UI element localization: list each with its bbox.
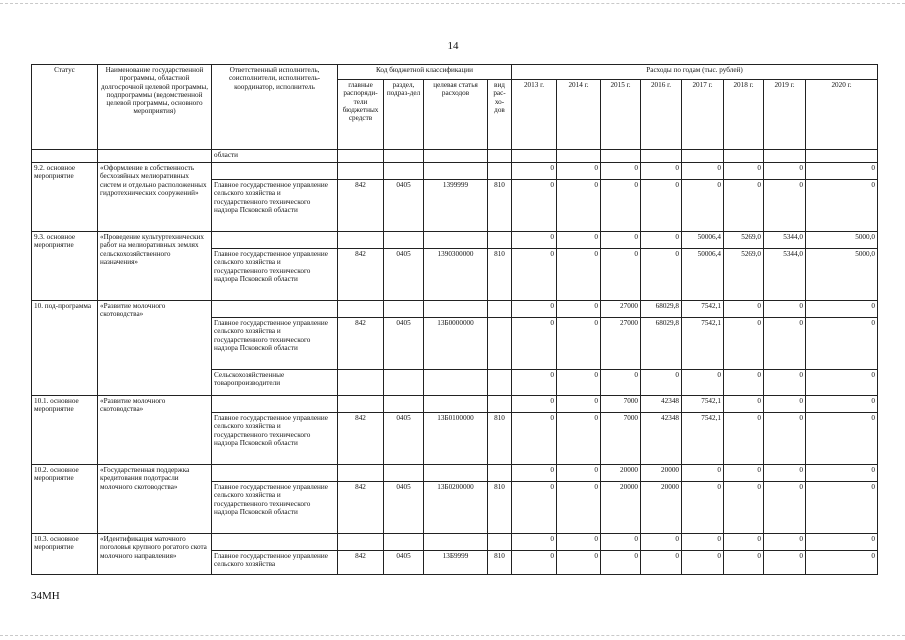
value-cell: 20000 xyxy=(641,482,682,534)
value-cell: 0 xyxy=(682,534,724,551)
target-cell: 1399999 xyxy=(424,180,488,232)
value-cell: 0 xyxy=(512,396,557,413)
grbs-cell: 842 xyxy=(338,180,384,232)
header-executor: Ответственный исполнитель, соисполнители, исполнитель-координатор, исполнитель xyxy=(212,65,338,150)
value-cell: 0 xyxy=(512,180,557,232)
value-cell: 7542,1 xyxy=(682,413,724,465)
section-cell: 0405 xyxy=(384,180,424,232)
grbs-cell: 842 xyxy=(338,318,384,370)
budget-table xyxy=(31,64,878,575)
name-cell: «Проведение культуртехнических работ на мелиоративных землях сельскохозяйственного назначения» xyxy=(98,232,212,301)
value-cell: 0 xyxy=(557,370,601,396)
value-cell: 0 xyxy=(601,551,641,575)
value-cell: 0 xyxy=(682,180,724,232)
value-cell: 0 xyxy=(764,396,806,413)
value-cell: 0 xyxy=(764,534,806,551)
value-cell: 7542,1 xyxy=(682,318,724,370)
value-cell: 7542,1 xyxy=(682,301,724,318)
section-cell: 0405 xyxy=(384,482,424,534)
status-cell: 9.3. основное мероприятие xyxy=(32,232,98,301)
value-cell: 0 xyxy=(724,396,764,413)
value-cell: 0 xyxy=(641,180,682,232)
section-cell: 0405 xyxy=(384,413,424,465)
value-cell: 0 xyxy=(806,482,878,534)
value-cell: 0 xyxy=(724,301,764,318)
grbs-cell: 842 xyxy=(338,551,384,575)
grbs-cell: 842 xyxy=(338,482,384,534)
value-cell: 0 xyxy=(724,163,764,180)
table-row xyxy=(32,465,878,482)
header-grbs: главные распоряди-тели бюджетных средств xyxy=(338,80,384,150)
value-cell: 0 xyxy=(512,413,557,465)
value-cell: 5000,0 xyxy=(806,232,878,249)
value-cell: 0 xyxy=(764,370,806,396)
value-cell: 0 xyxy=(682,465,724,482)
value-cell: 0 xyxy=(724,551,764,575)
table-row xyxy=(32,163,878,180)
footer-code: 34МН xyxy=(31,590,60,602)
value-cell: 0 xyxy=(641,163,682,180)
header-year: 2015 г. xyxy=(601,80,641,150)
grbs-cell: 842 xyxy=(338,249,384,301)
value-cell: 20000 xyxy=(641,465,682,482)
name-cell: «Оформление в собственность бесхозяйных мелиоративных систем и отдельно расположенных гидротехнических сооружений» xyxy=(98,163,212,232)
value-cell: 20000 xyxy=(601,465,641,482)
value-cell: 0 xyxy=(764,318,806,370)
value-cell: 68029,8 xyxy=(641,318,682,370)
status-cell: 10.3. основное мероприятие xyxy=(32,534,98,575)
value-cell: 27000 xyxy=(601,318,641,370)
value-cell: 0 xyxy=(512,465,557,482)
value-cell: 0 xyxy=(601,534,641,551)
kind-cell: 810 xyxy=(488,482,512,534)
value-cell: 0 xyxy=(557,551,601,575)
table-row xyxy=(32,232,878,249)
value-cell: 0 xyxy=(806,163,878,180)
section-cell: 0405 xyxy=(384,551,424,575)
value-cell: 0 xyxy=(806,396,878,413)
value-cell: 0 xyxy=(682,551,724,575)
value-cell: 0 xyxy=(601,180,641,232)
header-target: целевая статья расходов xyxy=(424,80,488,150)
value-cell: 0 xyxy=(682,370,724,396)
scan-edge-top xyxy=(0,3,905,4)
value-cell: 0 xyxy=(724,318,764,370)
value-cell: 0 xyxy=(641,370,682,396)
value-cell: 27000 xyxy=(601,301,641,318)
value-cell: 0 xyxy=(806,413,878,465)
status-cell: 10.2. основное мероприятие xyxy=(32,465,98,534)
value-cell: 7542,1 xyxy=(682,396,724,413)
value-cell: 0 xyxy=(557,301,601,318)
value-cell: 0 xyxy=(806,551,878,575)
value-cell: 0 xyxy=(557,465,601,482)
executor-cell: Главное государственное управление сельского хозяйства xyxy=(212,551,338,575)
executor-cell: Главное государственное управление сельского хозяйства и государственного технического надзора Псковской области xyxy=(212,482,338,534)
kind-cell: 810 xyxy=(488,249,512,301)
value-cell: 0 xyxy=(764,551,806,575)
value-cell: 0 xyxy=(512,232,557,249)
target-cell: 13Б0200000 xyxy=(424,482,488,534)
value-cell: 0 xyxy=(512,163,557,180)
status-cell: 10. под-программа xyxy=(32,301,98,396)
section-cell: 0405 xyxy=(384,249,424,301)
name-cell: «Развитие молочного скотоводства» xyxy=(98,301,212,396)
kind-cell xyxy=(488,318,512,370)
value-cell: 0 xyxy=(557,180,601,232)
value-cell: 0 xyxy=(806,301,878,318)
value-cell: 0 xyxy=(601,163,641,180)
value-cell: 0 xyxy=(764,163,806,180)
value-cell: 0 xyxy=(806,370,878,396)
executor-cell: Главное государственное управление сельского хозяйства и государственного технического надзора Псковской области xyxy=(212,249,338,301)
value-cell: 0 xyxy=(512,551,557,575)
grbs-cell: 842 xyxy=(338,413,384,465)
value-cell: 0 xyxy=(682,163,724,180)
header-year: 2014 г. xyxy=(557,80,601,150)
value-cell: 0 xyxy=(512,249,557,301)
value-cell: 0 xyxy=(724,180,764,232)
header-kind: вид рас-хо-дов xyxy=(488,80,512,150)
header-year: 2020 г. xyxy=(806,80,878,150)
value-cell: 0 xyxy=(764,413,806,465)
header-year: 2018 г. xyxy=(724,80,764,150)
table-row xyxy=(32,150,878,163)
table-row xyxy=(32,301,878,318)
value-cell: 0 xyxy=(557,249,601,301)
value-cell: 5344,0 xyxy=(764,232,806,249)
value-cell: 0 xyxy=(806,318,878,370)
target-cell: 13Б9999 xyxy=(424,551,488,575)
executor-cell: Главное государственное управление сельского хозяйства и государственного технического надзора Псковской области xyxy=(212,413,338,465)
target-cell: 13Б0100000 xyxy=(424,413,488,465)
value-cell: 0 xyxy=(724,534,764,551)
value-cell: 0 xyxy=(682,482,724,534)
header-budget-code: Код бюджетной классификации xyxy=(338,65,512,80)
header-year: 2019 г. xyxy=(764,80,806,150)
value-cell: 0 xyxy=(601,232,641,249)
header-section: раздел, подраз-дел xyxy=(384,80,424,150)
value-cell: 5269,0 xyxy=(724,249,764,301)
value-cell: 0 xyxy=(512,301,557,318)
kind-cell: 810 xyxy=(488,413,512,465)
value-cell: 0 xyxy=(512,482,557,534)
value-cell: 0 xyxy=(512,534,557,551)
header-year: 2017 г. xyxy=(682,80,724,150)
executor-cell: Главное государственное управление сельского хозяйства и государственного технического надзора Псковской области xyxy=(212,318,338,370)
value-cell: 0 xyxy=(557,482,601,534)
value-cell: 0 xyxy=(557,396,601,413)
header-status: Статус xyxy=(32,65,98,150)
value-cell: 7000 xyxy=(601,413,641,465)
executor-cell: области xyxy=(212,150,338,163)
value-cell: 0 xyxy=(512,318,557,370)
value-cell: 0 xyxy=(512,370,557,396)
value-cell: 0 xyxy=(724,465,764,482)
header-expenses: Расходы по годам (тыс. рублей) xyxy=(512,65,878,80)
value-cell: 0 xyxy=(764,465,806,482)
value-cell: 0 xyxy=(806,534,878,551)
table-row xyxy=(32,534,878,551)
name-cell: «Государственная поддержка кредитования подотрасли молочного скотоводства» xyxy=(98,465,212,534)
value-cell: 0 xyxy=(764,482,806,534)
value-cell: 0 xyxy=(641,232,682,249)
value-cell: 5269,0 xyxy=(724,232,764,249)
value-cell: 0 xyxy=(641,534,682,551)
header-row-1 xyxy=(32,65,878,80)
value-cell: 0 xyxy=(806,180,878,232)
page-number: 14 xyxy=(447,40,459,52)
status-cell: 10.1. основное мероприятие xyxy=(32,396,98,465)
value-cell: 0 xyxy=(601,249,641,301)
value-cell: 0 xyxy=(764,180,806,232)
section-cell: 0405 xyxy=(384,318,424,370)
kind-cell: 810 xyxy=(488,180,512,232)
name-cell: «Идентификация маточного поголовья крупного рогатого скота молочного направления» xyxy=(98,534,212,575)
value-cell: 0 xyxy=(641,249,682,301)
value-cell: 0 xyxy=(601,370,641,396)
kind-cell: 810 xyxy=(488,551,512,575)
value-cell: 0 xyxy=(557,163,601,180)
value-cell: 0 xyxy=(806,465,878,482)
status-cell: 9.2. основное мероприятие xyxy=(32,163,98,232)
value-cell: 0 xyxy=(641,551,682,575)
value-cell: 0 xyxy=(724,370,764,396)
value-cell: 42348 xyxy=(641,413,682,465)
table-row xyxy=(32,396,878,413)
value-cell: 5344,0 xyxy=(764,249,806,301)
header-name: Наименование государственной программы, областной долгосрочной целевой программы, подпрограммы (ведомственной целевой программы, основного мероприятия) xyxy=(98,65,212,150)
value-cell: 0 xyxy=(724,413,764,465)
value-cell: 50006,4 xyxy=(682,249,724,301)
value-cell: 0 xyxy=(557,318,601,370)
value-cell: 7000 xyxy=(601,396,641,413)
name-cell: «Развитие молочного скотоводства» xyxy=(98,396,212,465)
target-cell: 1390300000 xyxy=(424,249,488,301)
value-cell: 5000,0 xyxy=(806,249,878,301)
value-cell: 0 xyxy=(724,482,764,534)
executor-cell: Сельскохозяйственные товаропроизводители xyxy=(212,370,338,396)
value-cell: 42348 xyxy=(641,396,682,413)
value-cell: 0 xyxy=(764,301,806,318)
header-year: 2013 г. xyxy=(512,80,557,150)
executor-cell: Главное государственное управление сельского хозяйства и государственного технического надзора Псковской области xyxy=(212,180,338,232)
value-cell: 0 xyxy=(557,534,601,551)
scan-edge-bottom xyxy=(0,635,905,636)
target-cell: 13Б0000000 xyxy=(424,318,488,370)
value-cell: 0 xyxy=(557,232,601,249)
header-year: 2016 г. xyxy=(641,80,682,150)
value-cell: 50006,4 xyxy=(682,232,724,249)
value-cell: 0 xyxy=(557,413,601,465)
value-cell: 68029,8 xyxy=(641,301,682,318)
value-cell: 20000 xyxy=(601,482,641,534)
